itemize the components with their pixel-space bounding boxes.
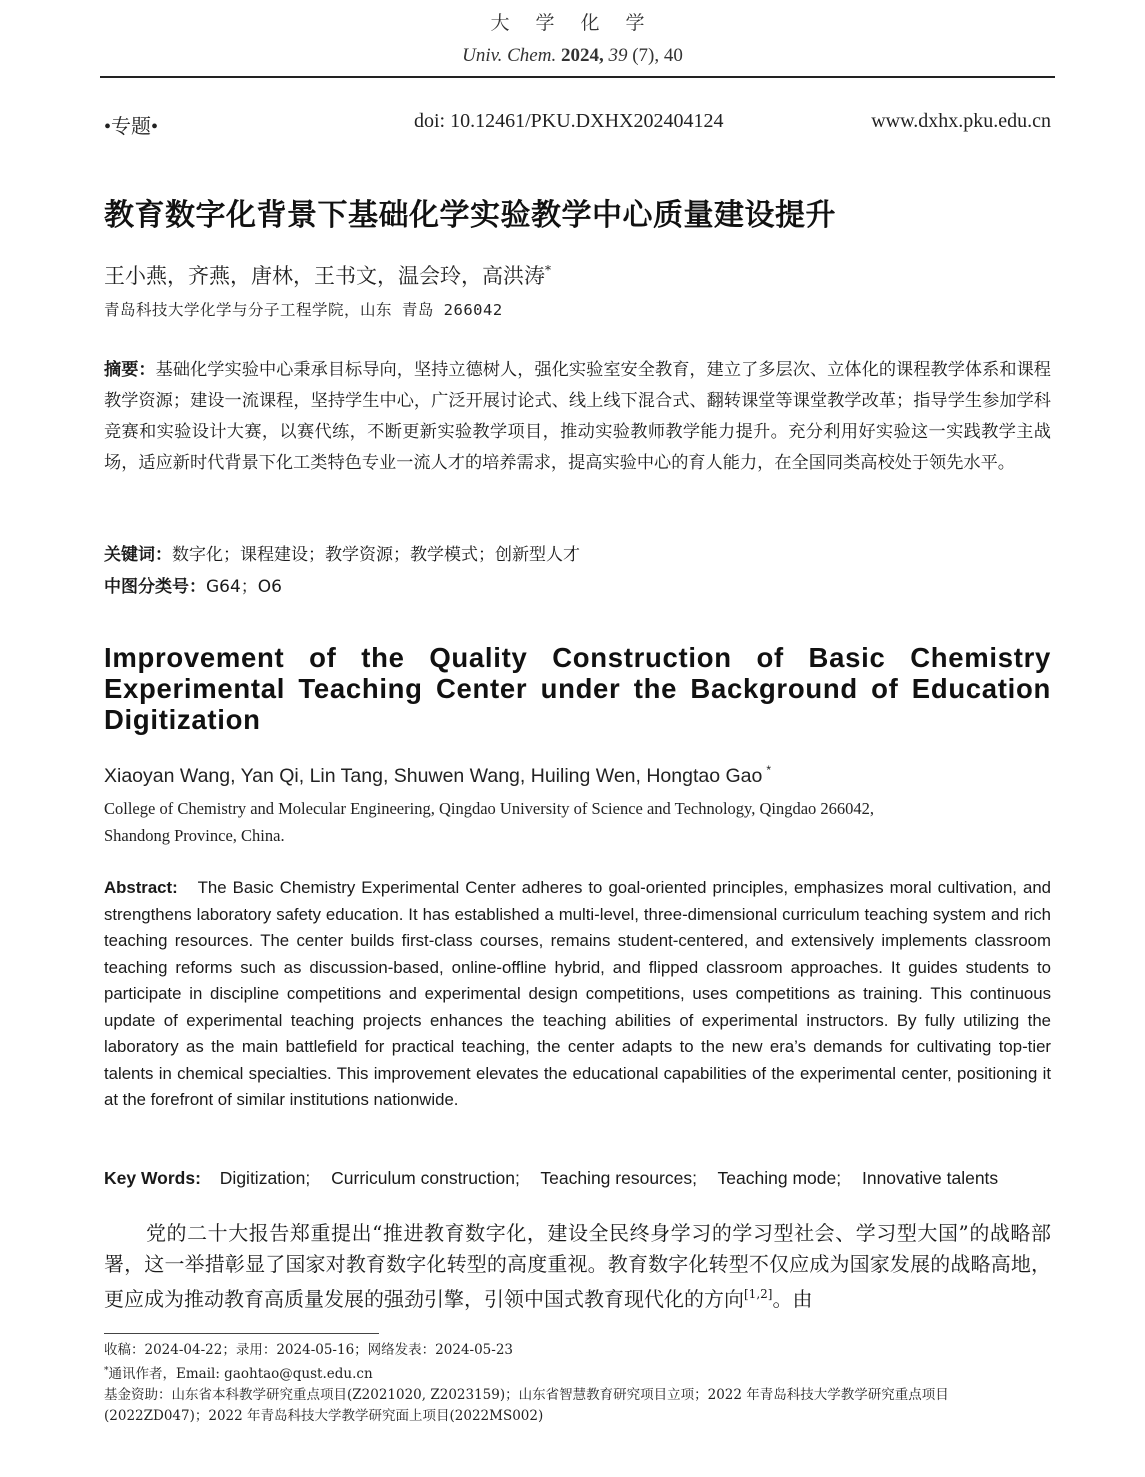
cn-author-list: 王小燕，齐燕，唐林，王书文，温会玲，高洪涛 [104, 264, 545, 288]
journal-name: 大 学 化 学 [490, 12, 655, 34]
en-keyword: Teaching resources; [540, 1168, 697, 1188]
cn-abstract-text: 基础化学实验中心秉承目标导向，坚持立德树人，强化实验室安全教育，建立了多层次、立体化的课程教学体系和课程教学资源；建设一流课程，坚持学生中心，广泛开展讨论式、线上线下混合式、翻转课堂等课堂教学改革；指导学生参加学科竞赛和实验设计大赛，以赛代练，不断更新实验教学项目，推动实验教师教学能力提升。充分利用好实验这一实践教学主战场，适应新时代背景下化工类特色专业一流人才的培养需求，提高实验中心的育人能力，在全国同类高校处于领先水平。 [104, 360, 1051, 473]
en-abstract [104, 875, 1051, 1114]
cn-class-text: G64；O6 [206, 577, 283, 597]
en-abstract-text: The Basic Chemistry Experimental Center adheres to goal-oriented principles, emphasizes moral cultivation, and strengthens laboratory safety education. It has established a multi-level, three-dimensional curriculum teaching system and rich teaching resources. The center builds first-class courses, remains student-centered, and extensively implements classroom teaching reforms such as discussion-based, online-offline hybrid, and flipped classroom approaches. It guides students to participate in discipline competitions and experimental design competitions, uses competitions as training. This continuous update of experimental teaching projects enhances the teaching abilities of experimental instructors. By fully utilizing the laboratory as the main battlefield for practical teaching, the center adapts to the new era’s demands for cultivating top-tier talents in chemical specialties. This improvement elevates the educational capabilities of the experimental center, positioning it at the forefront of similar institutions nationwide. [104, 878, 1051, 1109]
footnote-corr-text: 通讯作者，Email: gaohtao@qust.edu.cn [108, 1366, 373, 1382]
en-affiliation-line: College of Chemistry and Molecular Engineering, Qingdao University of Science and Technology, Qingdao 266042, [104, 799, 875, 818]
en-affiliation [104, 795, 1004, 849]
doi-text[interactable]: doi: 10.12461/PKU.DXHX202404124 [414, 110, 724, 132]
en-authors [104, 763, 771, 788]
en-keywords [104, 1168, 1014, 1189]
cn-keywords-text: 数字化；课程建设；教学资源；教学模式；创新型人才 [172, 545, 580, 565]
footnotes [104, 1340, 1051, 1427]
en-title-line: Digitization [104, 704, 261, 735]
cn-abstract [104, 355, 1051, 479]
cn-corresponding-mark: * [545, 263, 551, 277]
journal-url[interactable]: www.dxhx.pku.edu.cn [871, 110, 1051, 132]
en-keyword: Innovative talents [861, 1168, 999, 1188]
en-author-list: Xiaoyan Wang, Yan Qi, Lin Tang, Shuwen Wang, Huiling Wen, Hongtao Gao [104, 765, 763, 787]
cn-abstract-label: 摘要： [104, 360, 156, 380]
cn-keywords [104, 540, 580, 565]
en-title-line: Experimental Teaching Center under the Background of Education [104, 673, 1051, 704]
citation-line [0, 45, 1145, 67]
en-title-line: Improvement of the Quality Construction of Basic Chemistry [104, 642, 1051, 673]
cn-keywords-label: 关键词： [104, 545, 172, 565]
en-keyword: Curriculum construction; [331, 1168, 520, 1188]
header-rule [100, 76, 1055, 78]
citation-abbr: Univ. Chem. [462, 45, 557, 66]
en-title [104, 642, 1051, 735]
en-keywords-label: Key Words: [104, 1168, 201, 1188]
body-text: 党的二十大报告郑重提出“推进教育数字化，建设全民终身学习的学习型社会、学习型大国”的战略部署，这一举措彰显了国家对教育数字化转型的高度重视。教育数字化转型不仅应成为国家发展的战略高地，更应成为推动教育高质量发展的强劲引擎，引领中国式教育现代化的方向 [104, 1221, 1051, 1311]
en-keyword: Digitization; [219, 1168, 311, 1188]
footnote-dates: 收稿：2024-04-22；录用：2024-05-16；网络发表：2024-05-23 [104, 1342, 514, 1358]
cn-authors [104, 260, 551, 290]
citation-volume: 39 [608, 45, 628, 66]
en-keyword: Teaching mode; [717, 1168, 842, 1188]
meta-row [104, 110, 1051, 136]
footnote-corr-mark: * [104, 1366, 109, 1376]
footnote-rule [104, 1333, 379, 1334]
cn-affiliation: 青岛科技大学化学与分子工程学院，山东 青岛 266042 [104, 301, 503, 319]
cn-title: 教育数字化背景下基础化学实验教学中心质量建设提升 [104, 198, 836, 233]
en-corresponding-mark: * [766, 763, 772, 777]
body-tail: 。由 [772, 1287, 813, 1311]
cn-class-label: 中图分类号： [104, 577, 206, 597]
footnote-corresponding [104, 1361, 1051, 1385]
body-paragraph [104, 1218, 1051, 1315]
citation-ref[interactable]: [1,2] [744, 1287, 773, 1301]
column-tag: •专题• [104, 116, 159, 138]
footnote-funding: 基金资助：山东省本科教学研究重点项目(Z2021020, Z2023159)；山东省智慧教育研究项目立项；2022 年青岛科技大学教学研究重点项目(2022ZD047)；2022 年青岛科技大学教学研究面上项目(2022MS002) [104, 1387, 949, 1424]
citation-year: 2024, [560, 45, 604, 66]
cn-classification [104, 572, 282, 597]
en-affiliation-line: Shandong Province, China. [104, 826, 285, 845]
citation-issue-page: (7), 40 [632, 45, 683, 66]
en-abstract-label: Abstract: [104, 878, 178, 897]
